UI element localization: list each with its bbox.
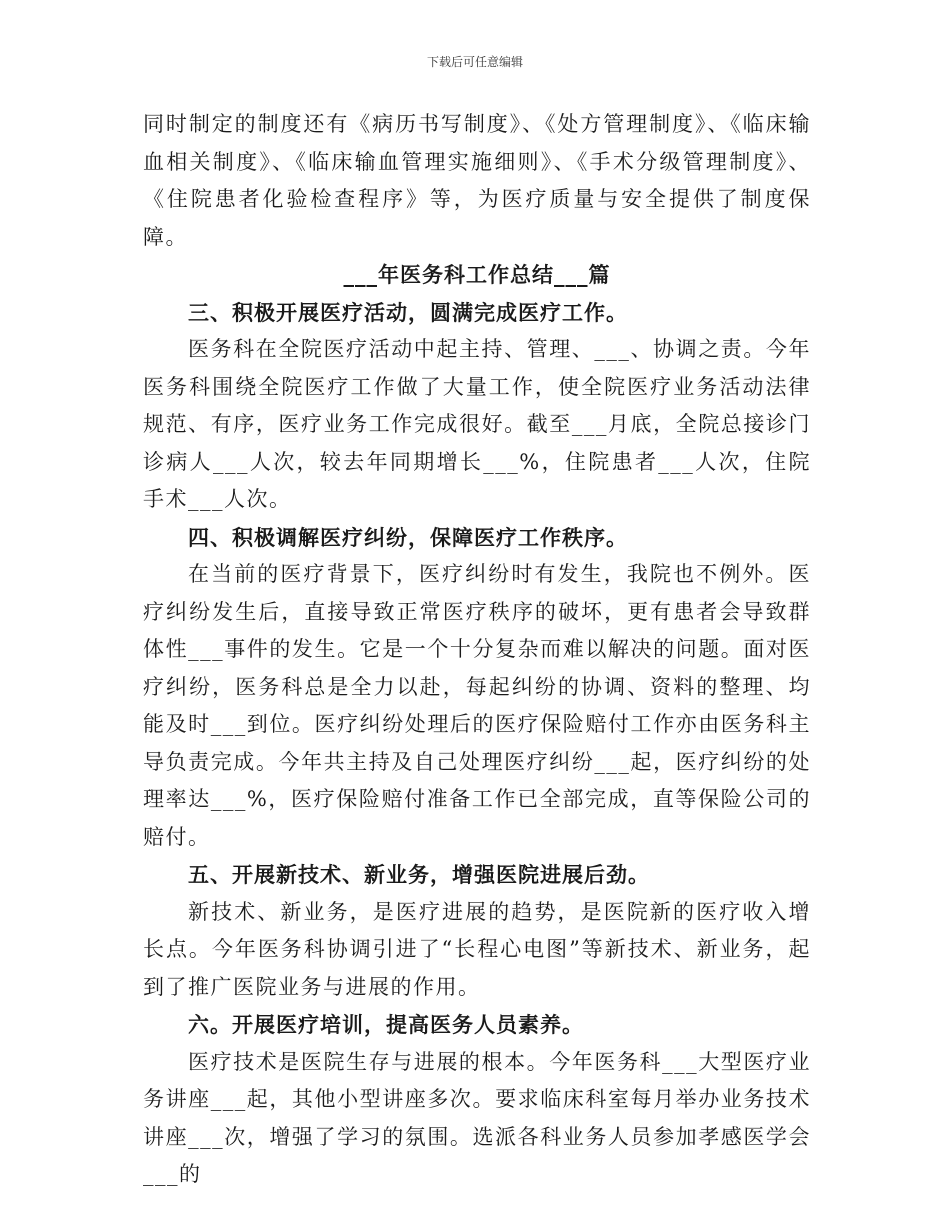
section-paragraph: 医疗技术是医院生存与进展的根本。今年医务科___大型医疗业务讲座___起，其他小型讲座多次。要求临床科室每月举办业务技术讲座___次，增强了学习的氛围。选派各科业务人员参加孝感医学会___的 [143,1049,811,1186]
section-paragraph: 医务科在全院医疗活动中起主持、管理、___、协调之责。今年医务科围绕全院医疗工作做了大量工作，使全院医疗业务活动法律规范、有序，医疗业务工作完成很好。截至___月底，全院总接诊门诊病人___人次，较去年同期增长___%，住院患者___人次，住院手术___人次。 [143,337,811,511]
section-heading: 三、积极开展医疗活动，圆满完成医疗工作。 [188,299,628,325]
section-heading: 五、开展新技术、新业务，增强医院进展后劲。 [188,862,650,887]
section-paragraph: 在当前的医疗背景下，医疗纠纷时有发生，我院也不例外。医疗纠纷发生后，直接导致正常医疗秩序的破坏，更有患者会导致群体性___事件的发生。它是一个十分复杂而难以解决的问题。面对医疗纠纷，医务科总是全力以赴，每起纠纷的协调、资料的整理、均能及时___到位。医疗纠纷处理后的医疗保险赔付工作亦由医务科主导负责完成。今年共主持及自己处理医疗纠纷___起，医疗纠纷的处理率达___%，医疗保险赔付准备工作已全部完成，直等保险公司的赔付。 [143,562,811,849]
document-body [143,106,811,1194]
section-heading: 四、积极调解医疗纠纷，保障医疗工作秩序。 [188,524,628,550]
section-heading: 六。开展医疗培训，提高医务人员素养。 [188,1012,584,1037]
document-title: ___年医务科工作总结___篇 [343,262,611,287]
page-header-note: 下载后可任意编辑 [426,55,523,69]
intro-paragraph: 同时制定的制度还有《病历书写制度》、《处方管理制度》、《临床输血相关制度》、《临床输血管理实施细则》、《手术分级管理制度》、《住院患者化验检查程序》等，为医疗质量与安全提供了制度保障。 [143,112,811,249]
section-paragraph: 新技术、新业务，是医疗进展的趋势，是医院新的医疗收入增长点。今年医务科协调引进了“长程心电图”等新技术、新业务，起到了推广医院业务与进展的作用。 [143,899,811,999]
